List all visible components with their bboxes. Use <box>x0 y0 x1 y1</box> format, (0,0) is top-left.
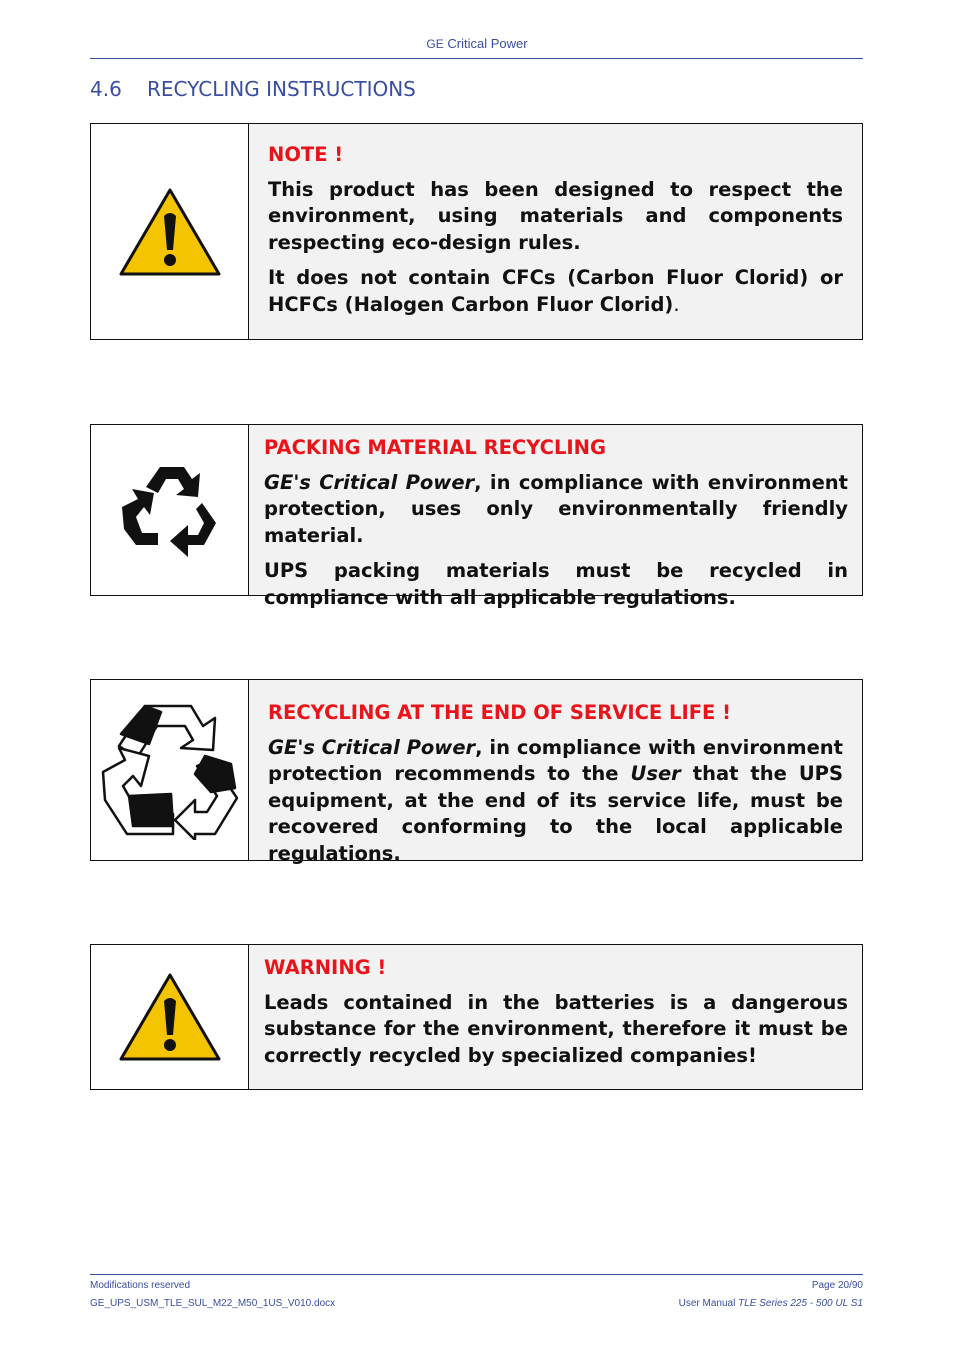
footer-manual-series: TLE Series 225 - 500 UL S1 <box>738 1298 863 1309</box>
note-paragraph-2-end: . <box>673 292 680 316</box>
page-header <box>0 36 954 51</box>
note-icon-cell <box>91 124 249 339</box>
warning-icon-cell <box>91 945 249 1089</box>
warning-paragraph: Leads contained in the batteries is a dangerous substance for the environment, therefore it must be correctly recycled by specialized companies! <box>264 990 848 1067</box>
warning-box <box>90 944 863 1090</box>
recycle-icon <box>118 459 222 561</box>
section-number: 4.6 <box>90 77 122 101</box>
footer-left-line-2: GE_UPS_USM_TLE_SUL_M22_M50_1US_V010.docx <box>90 1298 336 1309</box>
note-title: NOTE ! <box>268 143 344 166</box>
packing-text-cell <box>249 425 862 609</box>
section-heading <box>90 77 416 101</box>
warning-triangle-icon <box>117 971 223 1063</box>
note-box <box>90 123 863 340</box>
note-paragraph-2-text: It does not contain CFCs (Carbon Fluor Clorid) or HCFCs (Halogen Carbon Fluor Clorid) <box>268 266 843 316</box>
footer-rule <box>90 1274 863 1275</box>
header-brand: GE <box>426 37 444 51</box>
note-paragraph-2 <box>268 265 843 318</box>
warning-triangle-icon <box>117 186 223 278</box>
packing-paragraph-1-text: , in compliance with environment protection, uses only environmentally friendly material. <box>264 470 849 547</box>
note-paragraph-1: This product has been designed to respect the environment, using materials and components respecting eco-design rules. <box>268 177 843 254</box>
header-rule <box>90 58 863 59</box>
packing-box <box>90 424 863 609</box>
footer-manual-prefix: User Manual <box>678 1298 739 1309</box>
end-of-life-title: RECYCLING AT THE END OF SERVICE LIFE ! <box>268 701 732 724</box>
packing-paragraph-2: UPS packing materials must be recycled in compliance with all applicable regulations. <box>264 559 848 609</box>
packing-title: PACKING MATERIAL RECYCLING <box>264 436 606 459</box>
footer-page-number: Page 20/90 <box>811 1280 863 1291</box>
end-of-life-text-mid: , in compliance with environment protection recommends to the <box>268 735 844 785</box>
end-of-life-company-name: GE's Critical Power <box>268 735 476 759</box>
note-text-cell <box>249 124 862 339</box>
end-of-life-text-cell <box>249 680 862 865</box>
packing-company-name: GE's Critical Power <box>264 470 475 494</box>
footer-left-line-1: Modifications reserved <box>90 1280 191 1291</box>
end-of-life-user-word: User <box>630 762 681 785</box>
footer-manual-title <box>679 1298 863 1309</box>
end-of-life-box <box>90 679 863 865</box>
warning-text-cell <box>249 945 862 1089</box>
packing-icon-cell <box>91 425 249 595</box>
section-title: RECYCLING INSTRUCTIONS <box>147 77 416 101</box>
recycle-outline-icon <box>99 700 241 840</box>
header-title: Critical Power <box>447 36 528 51</box>
warning-title: WARNING ! <box>264 956 387 979</box>
end-of-life-text-rest: that the UPS equipment, at the end of its service life, must be recovered conforming to the local applicable regulations. <box>268 762 843 865</box>
end-of-life-icon-cell <box>91 680 249 860</box>
end-of-life-paragraph <box>268 735 843 868</box>
packing-paragraph-1 <box>264 470 848 550</box>
